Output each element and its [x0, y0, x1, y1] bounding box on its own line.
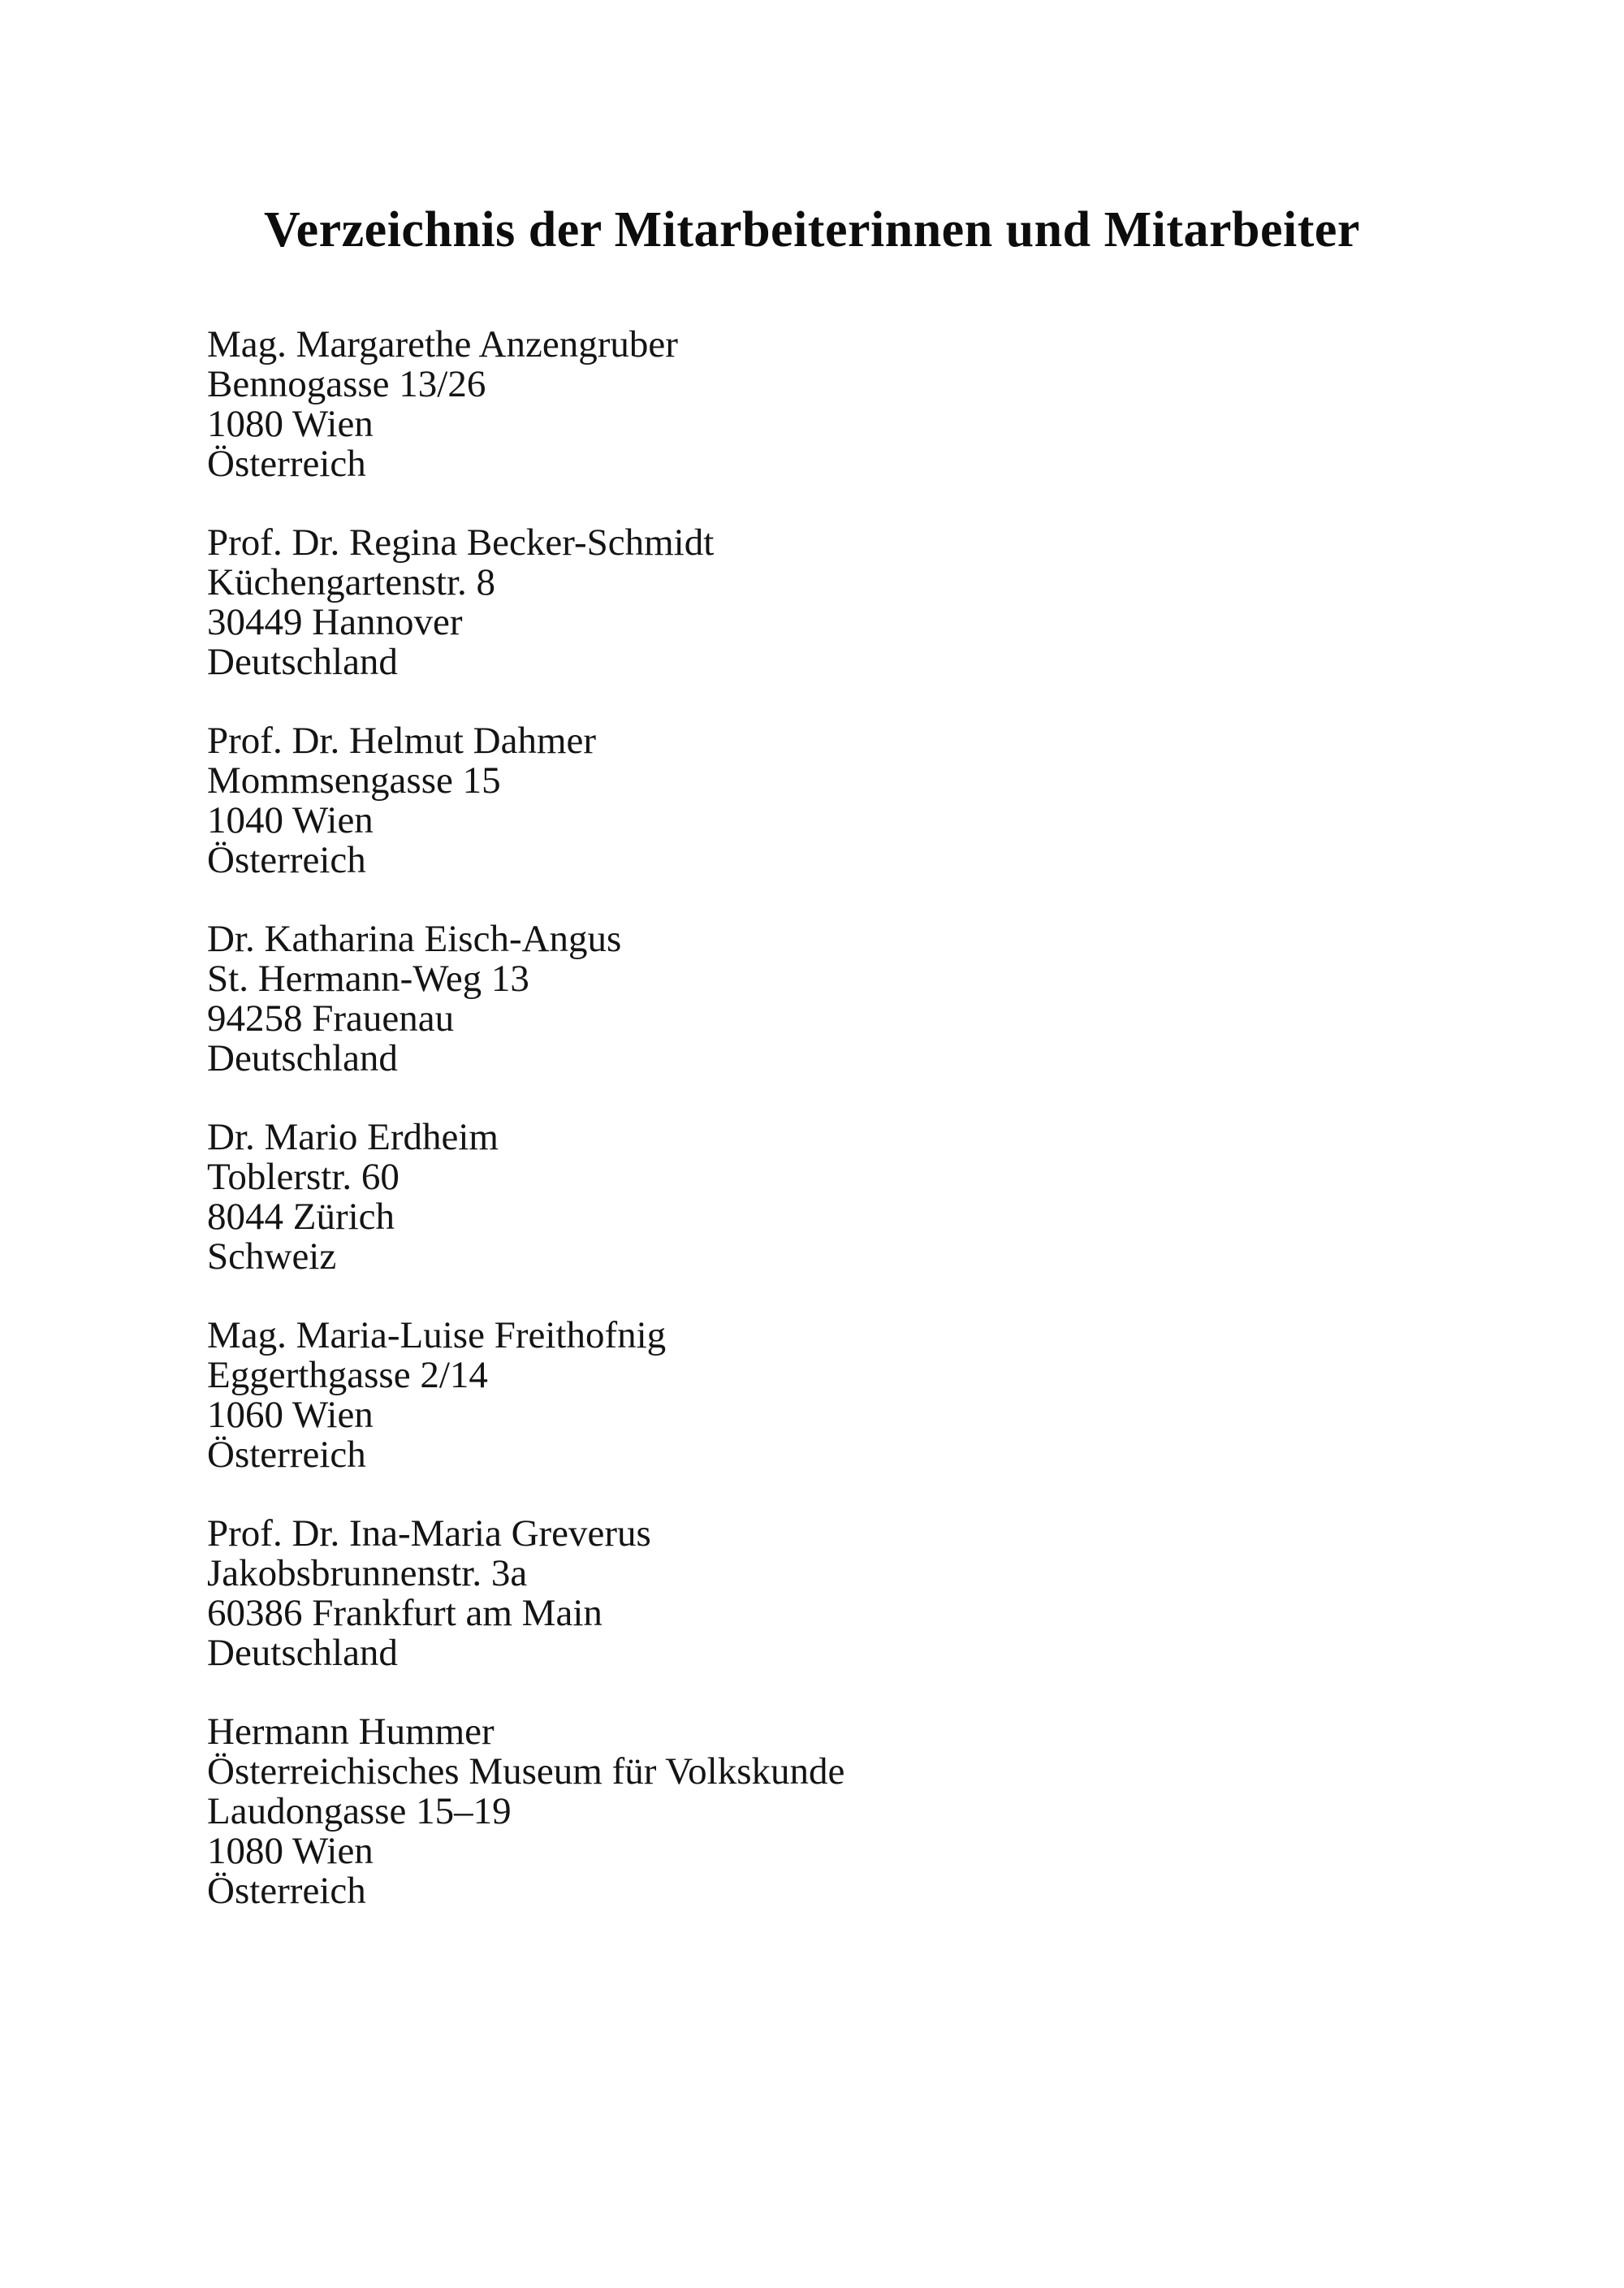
- contributor-name: Prof. Dr. Helmut Dahmer: [207, 720, 597, 762]
- contributor-entry: [207, 919, 1462, 1079]
- contributor-country: Deutschland: [207, 1037, 398, 1079]
- contributor-name: Dr. Mario Erdheim: [207, 1116, 499, 1158]
- contributor-institution: Österreichisches Museum für Volkskunde: [207, 1750, 845, 1793]
- contributor-name: Dr. Katharina Eisch-Angus: [207, 918, 622, 960]
- contributor-entry: [207, 1118, 1462, 1277]
- contributor-name: Prof. Dr. Ina-Maria Greverus: [207, 1512, 651, 1555]
- contributor-name: Mag. Maria-Luise Freithofnig: [207, 1314, 667, 1356]
- contributor-name: Mag. Margarethe Anzengruber: [207, 323, 678, 365]
- contributor-city: 30449 Hannover: [207, 601, 463, 643]
- contributor-entry: [207, 325, 1462, 484]
- contributor-entry: [207, 721, 1462, 880]
- contributor-city: 60386 Frankfurt am Main: [207, 1592, 603, 1634]
- contributor-city: 1080 Wien: [207, 403, 374, 445]
- contributor-street: Laudongasse 15–19: [207, 1790, 512, 1832]
- contributor-name: Hermann Hummer: [207, 1711, 495, 1753]
- contributor-city: 94258 Frauenau: [207, 997, 455, 1040]
- contributor-name: Prof. Dr. Regina Becker-Schmidt: [207, 521, 715, 564]
- contributor-street: Bennogasse 13/26: [207, 363, 486, 405]
- contributor-country: Deutschland: [207, 641, 398, 683]
- contributor-country: Deutschland: [207, 1632, 398, 1674]
- contributor-city: 1060 Wien: [207, 1394, 374, 1436]
- contributor-city: 1040 Wien: [207, 799, 374, 841]
- contributor-entry: [207, 1712, 1462, 1911]
- contributor-country: Österreich: [207, 839, 366, 881]
- contributor-country: Schweiz: [207, 1235, 337, 1278]
- contributor-street: Eggerthgasse 2/14: [207, 1354, 488, 1396]
- contributor-entry: [207, 1316, 1462, 1475]
- page-title: Verzeichnis der Mitarbeiterinnen und Mitarbeiter: [264, 202, 1360, 257]
- contributor-entry: [207, 1514, 1462, 1673]
- contributor-street: Küchengartenstr. 8: [207, 561, 496, 603]
- contributor-city: 1080 Wien: [207, 1830, 374, 1872]
- contributor-list: [207, 325, 1462, 1911]
- contributor-entry: [207, 523, 1462, 682]
- contributor-country: Österreich: [207, 443, 366, 485]
- contributor-street: Toblerstr. 60: [207, 1156, 400, 1198]
- contributor-city: 8044 Zürich: [207, 1196, 395, 1238]
- contributor-country: Österreich: [207, 1434, 366, 1476]
- contributor-street: Jakobsbrunnenstr. 3a: [207, 1552, 528, 1594]
- contributor-street: St. Hermann-Weg 13: [207, 958, 529, 1000]
- contributor-street: Mommsengasse 15: [207, 759, 501, 802]
- contributor-country: Österreich: [207, 1870, 366, 1912]
